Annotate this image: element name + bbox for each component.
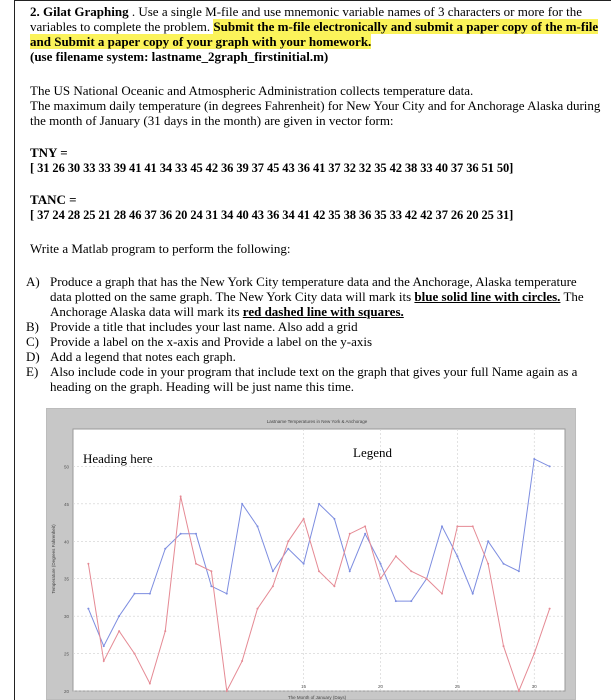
series-point-1 bbox=[518, 570, 520, 572]
series-point-1 bbox=[180, 533, 182, 535]
series-point-2 bbox=[318, 570, 320, 572]
series-point-1 bbox=[549, 465, 551, 467]
x-tick-label: 25 bbox=[454, 684, 460, 689]
series-point-2 bbox=[103, 660, 105, 662]
task-c-text: Provide a label on the x-axis and Provide a label on the y-axis bbox=[50, 334, 373, 349]
series-point-1 bbox=[410, 600, 412, 602]
task-a bbox=[24, 274, 594, 319]
series-point-2 bbox=[333, 585, 335, 587]
series-point-2 bbox=[441, 593, 443, 595]
series-point-1 bbox=[164, 548, 166, 550]
tanc-label: TANC = bbox=[30, 192, 77, 207]
series-point-2 bbox=[272, 585, 274, 587]
task-c-mark: C) bbox=[26, 334, 39, 349]
series-point-2 bbox=[195, 563, 197, 565]
y-tick-label: 25 bbox=[63, 651, 69, 657]
description-line-1: The US National Oceanic and Atmospheric Administration collects temperature data. bbox=[30, 83, 474, 98]
task-b bbox=[24, 319, 594, 334]
series-point-1 bbox=[395, 600, 397, 602]
task-b-text: Provide a title that includes your last name. Also add a grid bbox=[50, 319, 358, 334]
task-a-underline-1: blue solid line with circles. bbox=[414, 289, 561, 304]
series-point-1 bbox=[87, 608, 89, 610]
task-e bbox=[24, 364, 594, 394]
instruction: Write a Matlab program to perform the following: bbox=[30, 241, 291, 256]
task-a-mark: A) bbox=[26, 274, 40, 289]
series-point-2 bbox=[456, 525, 458, 527]
series-point-1 bbox=[364, 533, 366, 535]
plot-area bbox=[73, 429, 565, 691]
series-point-1 bbox=[533, 458, 535, 460]
series-point-1 bbox=[103, 645, 105, 647]
task-d-mark: D) bbox=[26, 349, 40, 364]
series-point-2 bbox=[487, 563, 489, 565]
series-point-1 bbox=[287, 548, 289, 550]
task-a-text-2: The Anchorage Alaska data will mark its bbox=[50, 289, 584, 319]
y-tick-label: 20 bbox=[63, 689, 69, 694]
problem-intro bbox=[30, 4, 605, 49]
x-tick-label: 15 bbox=[301, 684, 307, 689]
x-tick-label: 30 bbox=[531, 684, 537, 689]
series-point-1 bbox=[210, 585, 212, 587]
task-a-text-1: Produce a graph that has the New York City temperature data and the Anchorage, Alaska temperature data plotted on the same graph. The New York City data will mark its bbox=[50, 274, 577, 304]
graph-legend: Legend bbox=[353, 445, 392, 460]
series-point-2 bbox=[364, 525, 366, 527]
series-point-2 bbox=[395, 555, 397, 557]
series-point-1 bbox=[456, 555, 458, 557]
problem-heading: 2. Gilat Graphing bbox=[30, 4, 129, 19]
series-point-1 bbox=[149, 593, 151, 595]
series-point-2 bbox=[549, 608, 551, 610]
series-point-2 bbox=[303, 518, 305, 520]
series-point-1 bbox=[303, 563, 305, 565]
series-point-1 bbox=[257, 525, 259, 527]
series-point-2 bbox=[410, 570, 412, 572]
series-point-1 bbox=[195, 533, 197, 535]
y-tick-label: 40 bbox=[63, 539, 69, 545]
tanc-values: [ 37 24 28 25 21 28 46 37 36 20 24 31 34 40 43 36 34 41 42 35 38 36 35 33 42 42 37 26 20 25 31] bbox=[30, 208, 514, 222]
series-point-1 bbox=[118, 615, 120, 617]
y-tick-label: 45 bbox=[63, 501, 69, 507]
y-tick-label: 50 bbox=[63, 464, 69, 470]
series-point-2 bbox=[180, 495, 182, 497]
series-point-1 bbox=[134, 593, 136, 595]
series-point-2 bbox=[533, 653, 535, 655]
series-point-2 bbox=[349, 533, 351, 535]
task-list bbox=[24, 274, 594, 394]
series-point-2 bbox=[426, 578, 428, 580]
task-e-mark: E) bbox=[26, 364, 39, 379]
series-point-1 bbox=[380, 563, 382, 565]
series-point-1 bbox=[487, 540, 489, 542]
tny-label: TNY = bbox=[30, 145, 68, 160]
y-tick-label: 35 bbox=[63, 576, 69, 582]
series-point-2 bbox=[518, 690, 520, 692]
example-graph-svg bbox=[47, 409, 577, 700]
series-point-2 bbox=[472, 525, 474, 527]
series-point-2 bbox=[287, 540, 289, 542]
graph-heading: Heading here bbox=[83, 451, 153, 466]
problem-intro-text: . Use a single M-file and use mnemonic variable names of 3 characters or more for the variables to complete the problem. bbox=[30, 4, 582, 34]
task-d bbox=[24, 349, 594, 364]
series-point-1 bbox=[349, 570, 351, 572]
example-graph bbox=[46, 408, 576, 700]
series-point-1 bbox=[333, 518, 335, 520]
series-point-2 bbox=[257, 608, 259, 610]
series-point-1 bbox=[441, 525, 443, 527]
task-b-mark: B) bbox=[26, 319, 39, 334]
series-point-2 bbox=[380, 578, 382, 580]
series-point-2 bbox=[503, 645, 505, 647]
series-point-1 bbox=[226, 593, 228, 595]
series-point-2 bbox=[118, 630, 120, 632]
x-axis-label: The Month of January (Days) bbox=[287, 695, 347, 700]
chart-title: Lastname Temperatures in New York & Anchorage bbox=[266, 419, 368, 424]
series-point-1 bbox=[318, 503, 320, 505]
series-point-1 bbox=[241, 503, 243, 505]
series-point-2 bbox=[87, 563, 89, 565]
y-tick-label: 30 bbox=[63, 614, 69, 620]
series-point-2 bbox=[241, 660, 243, 662]
task-c bbox=[24, 334, 594, 349]
series-point-2 bbox=[226, 690, 228, 692]
series-point-2 bbox=[210, 570, 212, 572]
tny-values: [ 31 26 30 33 33 39 41 41 34 33 45 42 36 39 37 45 43 36 41 37 32 32 35 42 38 33 40 37 36 51 50] bbox=[30, 161, 514, 175]
series-point-2 bbox=[149, 683, 151, 685]
description-line-2: The maximum daily temperature (in degrees Fahrenheit) for New Your City and for Anchorage Alaska during the month of January (31 days in the month) are given in vector form: bbox=[30, 98, 601, 128]
y-axis-label: Temperature (Degrees Fahrenheit) bbox=[51, 524, 56, 594]
task-a-underline-2: red dashed line with squares. bbox=[242, 304, 404, 319]
task-d-text: Add a legend that notes each graph. bbox=[50, 349, 236, 364]
series-point-1 bbox=[503, 563, 505, 565]
filename-note: (use filename system: lastname_2graph_firstinitial.m) bbox=[30, 49, 329, 64]
submission-highlight: Submit the m-file electronically and submit a paper copy of the m-file and Submit a paper copy of your graph with your homework. bbox=[30, 19, 599, 49]
series-point-2 bbox=[134, 653, 136, 655]
series-point-1 bbox=[272, 570, 274, 572]
x-tick-label: 20 bbox=[377, 684, 384, 689]
series-point-2 bbox=[164, 630, 166, 632]
series-point-1 bbox=[472, 593, 474, 595]
task-e-text: Also include code in your program that include text on the graph that gives your full Name again as a heading on the graph. Heading will be just name this time. bbox=[50, 364, 578, 394]
